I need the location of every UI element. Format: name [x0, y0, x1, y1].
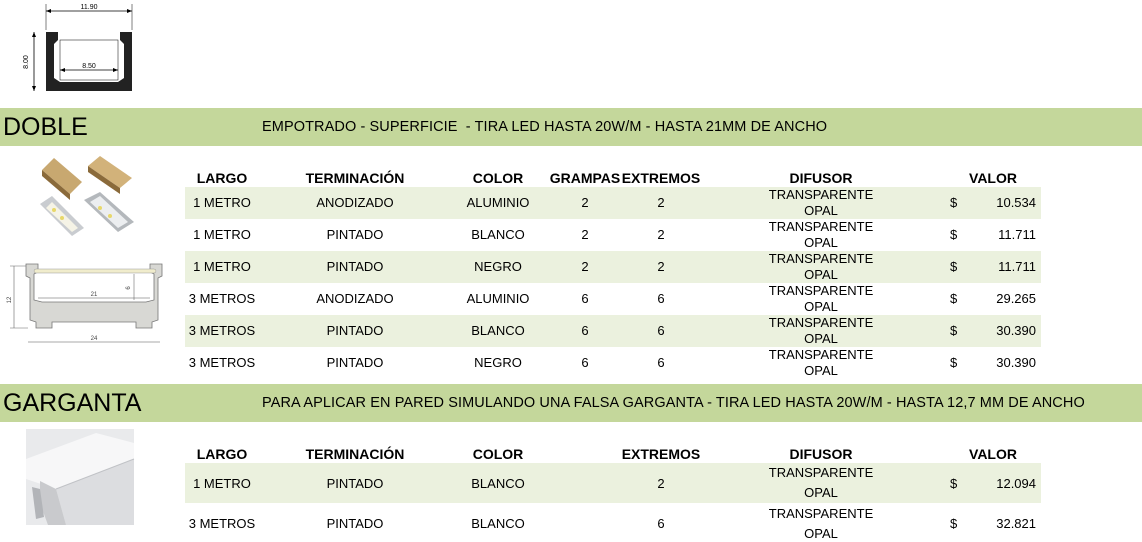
cell-difusor-2: OPAL — [804, 299, 838, 314]
cell-valor: 10.534 — [996, 195, 1036, 210]
cell-extremos: 6 — [657, 323, 665, 338]
cell-difusor-1: TRANSPARENTE — [768, 187, 874, 202]
cell-difusor-2: OPAL — [804, 203, 838, 218]
doble-side-label: 6 — [126, 286, 132, 290]
table-row — [185, 503, 1041, 541]
cell-difusor-2: OPAL — [804, 267, 838, 282]
garganta-header-difusor: DIFUSOR — [789, 446, 853, 462]
doble-inner-label: 21 — [90, 292, 98, 298]
cell-extremos: 6 — [657, 516, 665, 531]
cell-grampas: 2 — [581, 259, 589, 274]
cell-largo: 3 METROS — [188, 291, 256, 306]
garganta-header-valor: VALOR — [969, 446, 1017, 462]
cell-color: ALUMINIO — [466, 195, 530, 210]
doble-height-label: 12 — [7, 296, 13, 304]
cell-grampas: 2 — [581, 227, 589, 242]
cell-largo: 3 METROS — [188, 516, 256, 531]
cell-currency: $ — [950, 227, 958, 242]
section-bar-garganta — [0, 384, 1142, 422]
cell-largo: 3 METROS — [188, 323, 256, 338]
cell-color: NEGRO — [474, 259, 522, 274]
section-title-doble: DOBLE — [3, 113, 88, 141]
cell-largo: 3 METROS — [188, 355, 256, 370]
cell-terminacion: PINTADO — [326, 323, 384, 338]
cell-terminacion: PINTADO — [326, 227, 384, 242]
doble-header-terminacion: TERMINACIÓN — [305, 170, 405, 186]
cell-color: BLANCO — [471, 227, 525, 242]
cell-largo: 1 METRO — [193, 259, 251, 274]
cell-extremos: 2 — [657, 227, 665, 242]
table-row — [185, 251, 1041, 283]
profile-drawing-top — [20, 0, 145, 96]
cell-extremos: 2 — [657, 476, 665, 491]
table-row — [185, 347, 1041, 379]
doble-header-color: COLOR — [472, 170, 524, 186]
cell-valor: 30.390 — [996, 355, 1036, 370]
cell-color: BLANCO — [471, 516, 525, 531]
garganta-header-largo: LARGO — [196, 446, 248, 462]
cell-valor: 11.711 — [998, 227, 1036, 242]
cell-extremos: 6 — [657, 355, 665, 370]
doble-header-valor: VALOR — [969, 170, 1017, 186]
product-photo-doble — [34, 152, 146, 244]
cell-currency: $ — [950, 195, 958, 210]
doble-header-extremos: EXTREMOS — [621, 170, 701, 186]
cell-terminacion: PINTADO — [326, 476, 384, 491]
cell-valor: 29.265 — [996, 291, 1036, 306]
section-title-garganta: GARGANTA — [3, 389, 142, 417]
cell-difusor-1: TRANSPARENTE — [768, 315, 874, 330]
cell-valor: 32.821 — [996, 516, 1036, 531]
cell-largo: 1 METRO — [193, 195, 251, 210]
cell-difusor-2: OPAL — [804, 526, 838, 541]
doble-header-difusor: DIFUSOR — [789, 170, 853, 186]
cell-valor: 12.094 — [996, 476, 1036, 491]
cell-difusor-1: TRANSPARENTE — [768, 465, 874, 480]
cell-color: BLANCO — [471, 323, 525, 338]
cell-terminacion: ANODIZADO — [316, 195, 394, 210]
section-description-doble: EMPOTRADO - SUPERFICIE - TIRA LED HASTA 20W/M - HASTA 21MM DE ANCHO — [262, 119, 828, 135]
cell-color: ALUMINIO — [466, 291, 530, 306]
cell-largo: 1 METRO — [193, 227, 251, 242]
cell-currency: $ — [950, 259, 958, 274]
table-row — [185, 283, 1041, 315]
cell-difusor-2: OPAL — [804, 485, 838, 500]
cell-valor: 30.390 — [996, 323, 1036, 338]
cell-difusor-2: OPAL — [804, 363, 838, 378]
cell-difusor-1: TRANSPARENTE — [768, 506, 874, 521]
cell-valor: 11.711 — [998, 259, 1036, 274]
section-description-garganta: PARA APLICAR EN PARED SIMULANDO UNA FALSA GARGANTA - TIRA LED HASTA 20W/M - HASTA 12,7 MM DE ANCHO — [262, 395, 1085, 411]
garganta-header-color: COLOR — [472, 446, 524, 462]
cell-extremos: 2 — [657, 259, 665, 274]
cell-grampas: 6 — [581, 355, 589, 370]
table-row — [185, 315, 1041, 347]
garganta-header-extremos: EXTREMOS — [621, 446, 701, 462]
cell-difusor-1: TRANSPARENTE — [768, 283, 874, 298]
cell-difusor-1: TRANSPARENTE — [768, 251, 874, 266]
doble-header-grampas: GRAMPAS — [549, 170, 621, 186]
cell-grampas: 2 — [581, 195, 589, 210]
table-row — [185, 463, 1041, 503]
cell-difusor-1: TRANSPARENTE — [768, 347, 874, 362]
cell-currency: $ — [950, 291, 958, 306]
cell-terminacion: PINTADO — [326, 259, 384, 274]
table-row — [185, 219, 1041, 251]
cell-difusor-2: OPAL — [804, 235, 838, 250]
cell-extremos: 2 — [657, 195, 665, 210]
section-bar-doble — [0, 108, 1142, 146]
cell-grampas: 6 — [581, 323, 589, 338]
doble-header-largo: LARGO — [196, 170, 248, 186]
table-row — [185, 187, 1041, 219]
cell-extremos: 6 — [657, 291, 665, 306]
cell-currency: $ — [950, 476, 958, 491]
cell-currency: $ — [950, 355, 958, 370]
cell-terminacion: ANODIZADO — [316, 291, 394, 306]
cell-currency: $ — [950, 323, 958, 338]
cell-color: NEGRO — [474, 355, 522, 370]
top-height-label: 8.00 — [23, 55, 30, 69]
top-inner-label: 8.50 — [82, 63, 96, 70]
profile-drawing-doble — [4, 258, 174, 350]
cell-difusor-2: OPAL — [804, 331, 838, 346]
cell-currency: $ — [950, 516, 958, 531]
cell-difusor-1: TRANSPARENTE — [768, 219, 874, 234]
cell-largo: 1 METRO — [193, 476, 251, 491]
cell-terminacion: PINTADO — [326, 355, 384, 370]
top-width-label: 11.90 — [80, 4, 98, 11]
cell-grampas: 6 — [581, 291, 589, 306]
doble-bottom-label: 24 — [90, 336, 98, 342]
cell-color: BLANCO — [471, 476, 525, 491]
garganta-header-terminacion: TERMINACIÓN — [305, 446, 405, 462]
cell-terminacion: PINTADO — [326, 516, 384, 531]
product-photo-garganta — [26, 429, 134, 525]
